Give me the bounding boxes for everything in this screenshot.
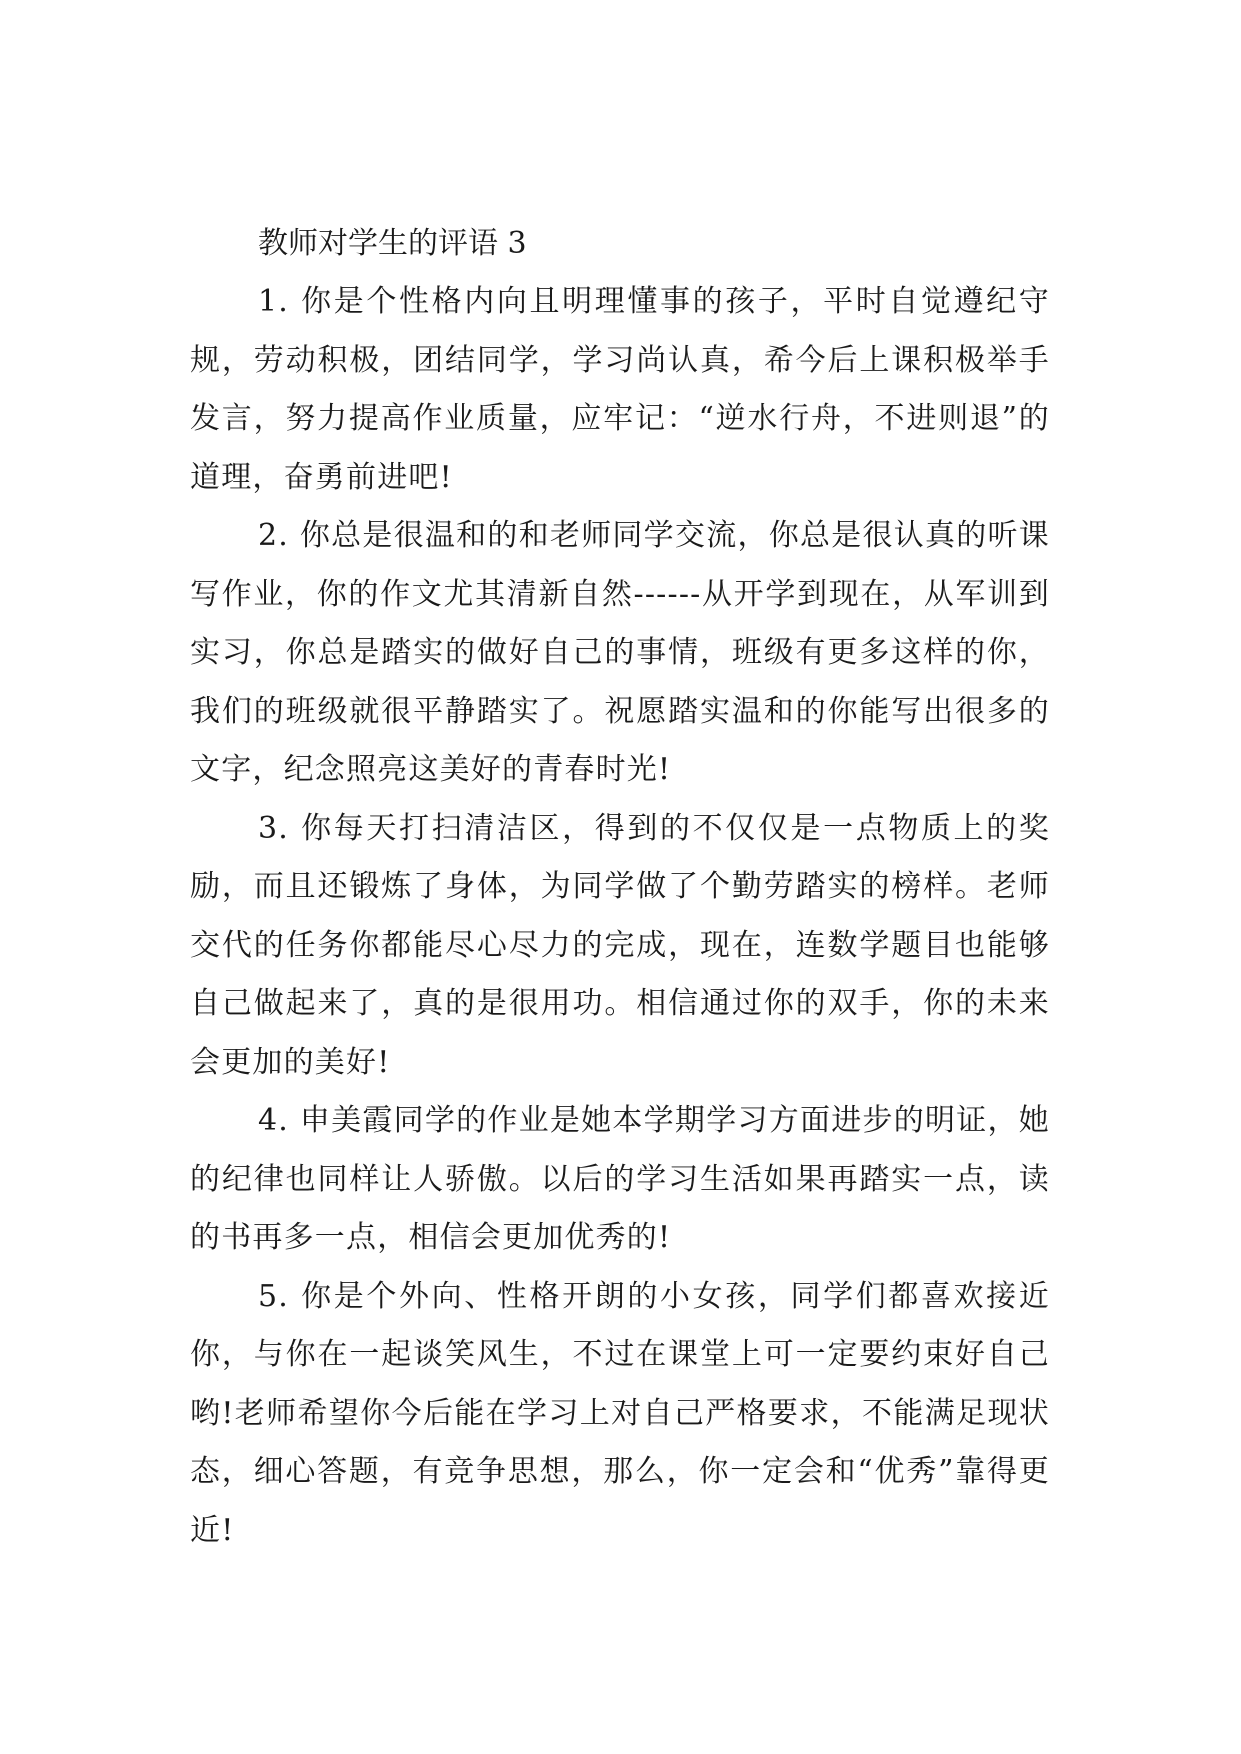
document-title: 教师对学生的评语 3 [258, 226, 527, 261]
comment-paragraph-3: 3. 你每天打扫清洁区，得到的不仅仅是一点物质上的奖励，而且还锻炼了身体，为同学做了个勤劳踏实的榜样。老师交代的任务你都能尽心尽力的完成，现在，连数学题目也能够自己做起来了，真的是很用功。相信通过你的双手，你的未来会更加的美好! [190, 810, 1050, 1080]
document-page [190, 215, 1050, 1560]
comment-paragraph-1: 1. 你是个性格内向且明理懂事的孩子，平时自觉遵纪守规，劳动积极，团结同学，学习尚认真，希今后上课积极举手发言，努力提高作业质量，应牢记：“逆水行舟，不进则退”的道理，奋勇前进吧! [190, 284, 1050, 495]
comment-paragraph-2: 2. 你总是很温和的和老师同学交流，你总是很认真的听课写作业，你的作文尤其清新自然------从开学到现在，从军训到实习，你总是踏实的做好自己的事情，班级有更多这样的你，我们的班级就很平静踏实了。祝愿踏实温和的你能写出很多的文字，纪念照亮这美好的青春时光! [190, 518, 1050, 787]
comment-paragraph-4: 4. 申美霞同学的作业是她本学期学习方面进步的明证，她的纪律也同样让人骄傲。以后的学习生活如果再踏实一点，读的书再多一点，相信会更加优秀的! [190, 1103, 1050, 1255]
comment-paragraph-5: 5. 你是个外向、性格开朗的小女孩，同学们都喜欢接近你，与你在一起谈笑风生，不过在课堂上可一定要约束好自己哟!老师希望你今后能在学习上对自己严格要求，不能满足现状态，细心答题，有竞争思想，那么，你一定会和“优秀”靠得更近! [190, 1278, 1050, 1548]
